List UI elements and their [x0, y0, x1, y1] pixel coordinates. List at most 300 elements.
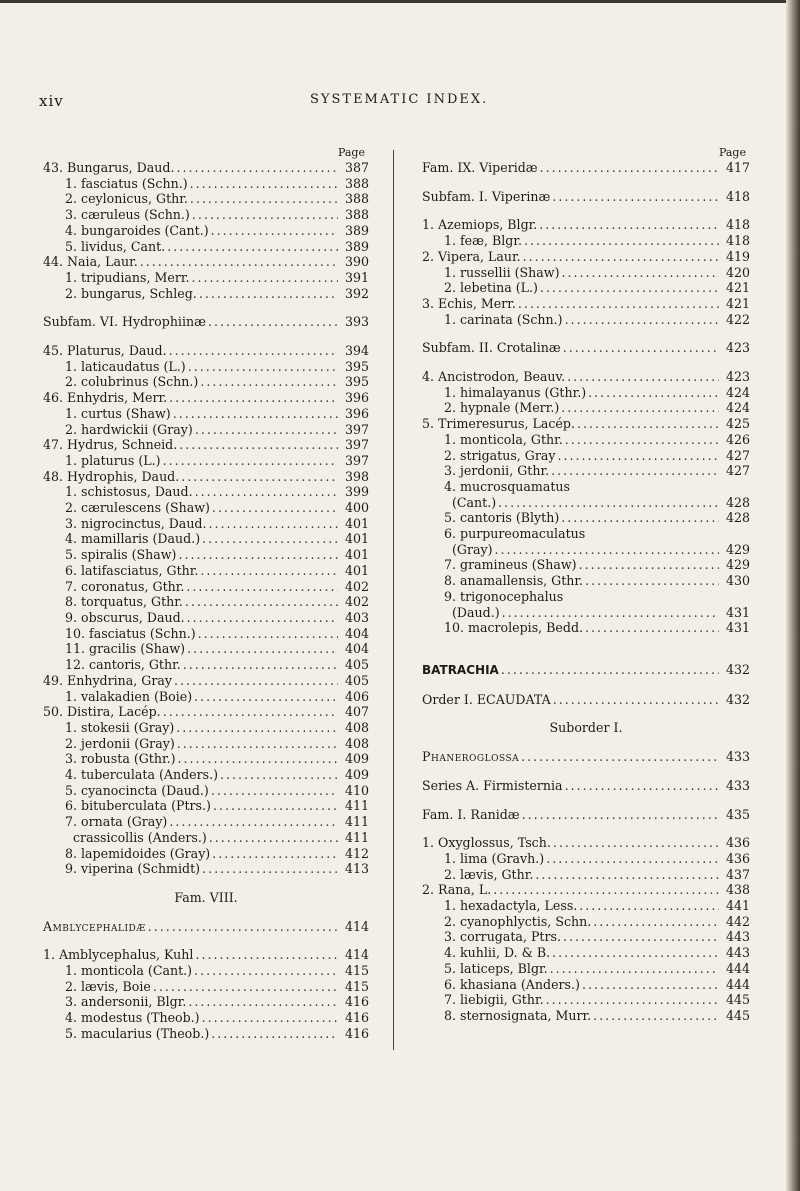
entry-page-number: 409 [344, 767, 369, 783]
dot-leader [562, 265, 720, 281]
index-entry [43, 343, 369, 359]
entry-page-number: 395 [344, 374, 369, 390]
index-entry [422, 851, 750, 867]
dot-leader [200, 374, 338, 390]
entry-name: 1. laticaudatus (L.) [65, 358, 186, 374]
entry-page-number: 423 [725, 340, 750, 356]
entry-name: 2. Vipera, Laur. [422, 248, 521, 264]
index-entry [43, 783, 369, 799]
entry-page-number: 423 [725, 369, 750, 385]
entry-name: Fam. I. Ranidæ [422, 806, 520, 822]
entry-name: 5. lividus, Cant. [65, 238, 166, 254]
dot-leader [209, 516, 339, 532]
entry-page-number: 436 [725, 850, 750, 866]
entry-page-number: 412 [344, 845, 369, 861]
index-entry [43, 160, 369, 176]
running-header: SYSTEMATIC INDEX. [310, 92, 489, 107]
dot-leader [577, 416, 719, 432]
dot-leader [198, 626, 338, 642]
index-column-left [43, 146, 369, 1042]
entry-page-number: 394 [344, 343, 369, 359]
index-entry [422, 479, 750, 495]
entry-name: 50. Distira, Lacép. [43, 704, 161, 720]
index-entry [43, 359, 369, 375]
entry-page-number: 416 [344, 1010, 369, 1026]
index-entry [43, 484, 369, 500]
entry-page-number: 441 [725, 898, 750, 914]
dot-leader [540, 280, 719, 296]
entry-page-number: 398 [344, 468, 369, 484]
entry-page-number: 404 [344, 641, 369, 657]
entry-name: 1. Azemiops, Blgr. [422, 217, 538, 233]
dot-leader [183, 657, 338, 673]
entry-name: 5. Trimeresurus, Lacép. [422, 416, 575, 432]
entry-name: 1. monticola, Gthr. [444, 431, 563, 447]
entry-name: 5. cyanocincta (Daud.) [65, 782, 209, 798]
entry-name: 3. cæruleus (Schn.) [65, 207, 190, 223]
dot-leader [524, 233, 719, 249]
entry-page-number: 421 [725, 295, 750, 311]
index-entry [422, 977, 750, 993]
entry-name: 6. bituberculata (Ptrs.) [65, 798, 211, 814]
index-entry [43, 547, 369, 563]
dot-leader [539, 217, 719, 233]
dot-leader [179, 437, 338, 453]
index-entry [422, 495, 750, 511]
index-entry [43, 579, 369, 595]
index-entry [43, 846, 369, 862]
section-heading [43, 890, 369, 906]
dot-leader [563, 929, 719, 945]
dot-leader [194, 963, 338, 979]
entry-page-number: 426 [725, 431, 750, 447]
entry-name: Subfam. VI. Hydrophiinæ [43, 314, 206, 330]
index-column-right [422, 146, 750, 1024]
index-entry [43, 176, 369, 192]
entry-page-number: 387 [344, 160, 369, 175]
dot-leader [167, 239, 338, 255]
spacer [43, 906, 369, 919]
entry-name: 7. coronatus, Gthr. [65, 578, 185, 594]
index-entry [422, 835, 750, 851]
entry-name: Order I. ECAUDATA [422, 691, 551, 707]
dot-leader [593, 1008, 719, 1024]
entry-page-number: 428 [725, 510, 750, 526]
dot-leader [582, 977, 719, 993]
spacer [422, 794, 750, 807]
index-entry [422, 692, 750, 708]
index-entry [43, 239, 369, 255]
entry-page-number: 432 [725, 691, 750, 707]
index-entry [422, 749, 750, 765]
entry-page-number: 405 [344, 672, 369, 688]
page-folio: xiv [39, 92, 64, 110]
entry-page-number: 435 [725, 806, 750, 822]
entry-page-number: 411 [344, 829, 369, 845]
entry-page-number: 445 [725, 1007, 750, 1023]
entry-name: 10. macrolepis, Bedd. [444, 620, 584, 636]
dot-leader [148, 919, 338, 935]
entry-name: 6. latifasciatus, Gthr. [65, 562, 199, 578]
entry-name: 3. andersonii, Blgr. [65, 994, 187, 1010]
index-entry [43, 626, 369, 642]
entry-name: 2. strigatus, Gray [444, 447, 556, 463]
entry-name: 4. modestus (Theob.) [65, 1010, 200, 1026]
entry-page-number: 396 [344, 405, 369, 421]
entry-name: 1. hexadactyla, Less. [444, 898, 578, 914]
entry-name: 2. lævis, Boie [65, 978, 151, 994]
entry-page-number: 415 [344, 963, 369, 979]
entry-name: 2. cyanophlyctis, Schn. [444, 913, 592, 929]
dot-leader [535, 867, 719, 883]
entry-page-number: 433 [725, 749, 750, 765]
entry-page-number: 415 [344, 978, 369, 994]
index-entry [422, 249, 750, 265]
entry-name: 2. hardwickii (Gray) [65, 421, 193, 437]
spacer [43, 301, 369, 314]
section-heading [422, 720, 750, 736]
dot-leader [585, 620, 719, 636]
dot-leader [208, 314, 338, 330]
entry-page-number: 391 [344, 269, 369, 285]
entry-page-number: 429 [725, 541, 750, 557]
entry-name: 10. fasciatus (Schn.) [65, 625, 196, 641]
entry-page-number: 431 [725, 604, 750, 620]
index-entry [422, 557, 750, 573]
index-entry [422, 882, 750, 898]
entry-page-number: 445 [725, 992, 750, 1008]
page-edge-shadow [786, 0, 800, 1191]
dot-leader [212, 846, 338, 862]
entry-name: 49. Enhydrina, Gray [43, 672, 172, 688]
dot-leader [200, 563, 338, 579]
entry-name: 2. cærulescens (Shaw) [65, 500, 210, 516]
entry-name: 1. curtus (Shaw) [65, 405, 171, 421]
entry-page-number: 410 [344, 782, 369, 798]
index-entry [43, 191, 369, 207]
entry-name: 12. cantoris, Gthr. [65, 657, 181, 673]
entry-name: 4. Ancistrodon, Beauv. [422, 369, 566, 385]
dot-leader [202, 1010, 338, 1026]
entry-page-number: 402 [344, 578, 369, 594]
index-entry [422, 526, 750, 542]
index-entry [422, 448, 750, 464]
top-rule [0, 0, 800, 3]
entry-name: 9. trigonocephalus [444, 588, 564, 604]
index-entry [43, 437, 369, 453]
entry-page-number: 411 [344, 798, 369, 814]
index-entry [422, 280, 750, 296]
entry-name: 46. Enhydris, Merr. [43, 390, 168, 406]
entry-page-number: 407 [344, 704, 369, 720]
dot-leader [202, 531, 338, 547]
dot-leader [561, 510, 719, 526]
entry-name: 4. kuhlii, D. & B. [444, 945, 551, 961]
entry-page-number: 424 [725, 400, 750, 416]
entry-page-number: 428 [725, 494, 750, 510]
dot-leader [523, 249, 719, 265]
index-entry [43, 422, 369, 438]
index-entry [422, 160, 750, 176]
index-entry [43, 919, 369, 935]
index-entry [43, 641, 369, 657]
index-entry [43, 207, 369, 223]
entry-page-number: 419 [725, 248, 750, 264]
index-entry [422, 233, 750, 249]
entry-page-number: 397 [344, 452, 369, 468]
entry-name: 4. mamillaris (Daud.) [65, 531, 201, 547]
entry-name: 3. corrugata, Ptrs. [444, 929, 561, 945]
dot-leader [546, 851, 719, 867]
entry-name: 2. ceylonicus, Gthr. [65, 191, 188, 207]
dot-leader [181, 469, 338, 485]
spacer [422, 679, 750, 692]
index-entry [422, 542, 750, 558]
entry-name: 1. lima (Gravh.) [444, 850, 545, 866]
index-entry [422, 265, 750, 281]
index-entry [422, 400, 750, 416]
page-column-label: Page [337, 146, 365, 159]
entry-page-number: 442 [725, 913, 750, 929]
dot-leader [178, 547, 338, 563]
entry-name: 1. monticola (Cant.) [65, 963, 193, 979]
entry-page-number: 443 [725, 929, 750, 945]
dot-leader [502, 605, 719, 621]
entry-page-number: 433 [725, 777, 750, 793]
index-entry [43, 254, 369, 270]
entry-page-number: 409 [344, 751, 369, 767]
entry-page-number: 393 [344, 314, 369, 330]
dot-leader [498, 495, 719, 511]
index-entry [43, 947, 369, 963]
entry-page-number: 413 [344, 861, 369, 877]
entry-name: 2. lævis, Gthr. [444, 866, 534, 882]
entry-page-number: 430 [725, 573, 750, 589]
index-entry [43, 563, 369, 579]
entry-page-number: 416 [344, 1025, 369, 1041]
entry-page-number: 405 [344, 657, 369, 673]
dot-leader [190, 191, 338, 207]
entry-name: 2. jerdonii (Gray) [65, 735, 175, 751]
entry-name: Subfam. I. Viperinæ [422, 188, 551, 204]
entry-page-number: 390 [344, 254, 369, 270]
index-entry [43, 689, 369, 705]
dot-leader [178, 751, 338, 767]
entry-name: 1. carinata (Schn.) [444, 311, 563, 327]
entry-page-number: 411 [344, 814, 369, 830]
index-entry [422, 778, 750, 794]
index-entry [43, 594, 369, 610]
entry-page-number: 422 [725, 311, 750, 327]
column-divider [393, 150, 394, 1050]
entry-name: 9. viperina (Schmidt) [65, 861, 201, 877]
index-entry [422, 189, 750, 205]
index-entry [43, 720, 369, 736]
index-entry [422, 620, 750, 636]
dot-leader [177, 736, 338, 752]
entry-page-number: 389 [344, 222, 369, 238]
index-entry [422, 510, 750, 526]
entry-page-number: 401 [344, 515, 369, 531]
dot-leader [212, 500, 338, 516]
entry-name: 2. Rana, L. [422, 882, 492, 898]
index-entry [43, 736, 369, 752]
entry-page-number: 406 [344, 688, 369, 704]
entry-list-right [422, 160, 750, 1024]
dot-leader [176, 720, 338, 736]
dot-leader [194, 689, 338, 705]
index-entry [422, 807, 750, 823]
entry-name: (Daud.) [452, 604, 500, 620]
entry-name: Series A. Firmisternia [422, 777, 563, 793]
entry-page-number: 388 [344, 175, 369, 191]
dot-leader [593, 914, 719, 930]
dot-leader [522, 807, 719, 823]
dot-leader [169, 814, 338, 830]
entry-page-number: 408 [344, 719, 369, 735]
index-entry [43, 531, 369, 547]
entry-page-number: 389 [344, 238, 369, 254]
dot-leader [552, 945, 719, 961]
entry-name: Subfam. II. Crotalinæ [422, 340, 561, 356]
index-entry [422, 589, 750, 605]
entry-name: 1. valakadien (Boie) [65, 688, 193, 704]
dot-leader [558, 448, 719, 464]
entry-name: 8. lapemidoides (Gray) [65, 845, 211, 861]
dot-leader [187, 641, 338, 657]
entry-name: 8. anamallensis, Gthr. [444, 573, 584, 589]
dot-leader [550, 961, 719, 977]
index-entry [422, 662, 750, 679]
dot-leader [565, 778, 719, 794]
spacer [422, 765, 750, 778]
entry-page-number: 438 [725, 882, 750, 898]
index-entry [43, 994, 369, 1010]
index-entry [43, 798, 369, 814]
entry-name: 3. robusta (Gthr.) [65, 751, 176, 767]
heading-text: Fam. VIII. [174, 889, 238, 905]
index-entry [422, 217, 750, 233]
index-entry [43, 963, 369, 979]
entry-page-number: 414 [344, 918, 369, 934]
entry-name: 1. himalayanus (Gthr.) [444, 384, 587, 400]
entry-page-number: 444 [725, 960, 750, 976]
entry-name: 6. purpureomaculatus [444, 526, 586, 542]
entry-name: Fam. IX. Viperidæ [422, 160, 538, 175]
entry-name: 6. khasiana (Anders.) [444, 976, 580, 992]
entry-page-number: 444 [725, 976, 750, 992]
dot-leader [174, 673, 338, 689]
entry-page-number: 400 [344, 500, 369, 516]
page-column-label: Page [718, 146, 746, 159]
index-entry [43, 390, 369, 406]
entry-name: 2. bungarus, Schleg. [65, 285, 197, 301]
entry-page-number: 418 [725, 217, 750, 233]
spacer [43, 934, 369, 947]
spacer [422, 707, 750, 720]
entry-page-number: 437 [725, 866, 750, 882]
index-entry [43, 406, 369, 422]
entry-page-number: 436 [725, 835, 750, 851]
index-entry [43, 657, 369, 673]
index-entry [422, 573, 750, 589]
spacer [422, 176, 750, 189]
index-entry [422, 605, 750, 621]
dot-leader [195, 484, 338, 500]
dot-leader [140, 254, 338, 270]
spacer [422, 356, 750, 369]
entry-name: 3. nigrocinctus, Daud. [65, 515, 207, 531]
entry-page-number: 418 [725, 233, 750, 249]
index-entry [43, 516, 369, 532]
index-entry [43, 704, 369, 720]
entry-page-number: 388 [344, 207, 369, 223]
entry-page-number: 395 [344, 358, 369, 374]
spacer [422, 327, 750, 340]
entry-page-number: 427 [725, 463, 750, 479]
entry-list-left [43, 160, 369, 1042]
dot-leader [192, 270, 339, 286]
index-entry [43, 1026, 369, 1042]
index-entry [422, 296, 750, 312]
dot-leader [169, 390, 338, 406]
index-entry [422, 369, 750, 385]
index-entry [43, 610, 369, 626]
entry-page-number: 401 [344, 547, 369, 563]
dot-leader [195, 422, 338, 438]
entry-name: crassicollis (Anders.) [73, 829, 207, 845]
spacer [422, 636, 750, 649]
spacer [422, 204, 750, 217]
entry-name: 7. liebigii, Gthr. [444, 992, 544, 1008]
dot-leader [163, 704, 338, 720]
index-entry [422, 385, 750, 401]
entry-page-number: 416 [344, 994, 369, 1010]
entry-name: 1. tripudians, Merr. [65, 269, 190, 285]
dot-leader [501, 662, 719, 678]
dot-leader [220, 767, 338, 783]
entry-name: 2. hypnale (Merr.) [444, 400, 560, 416]
entry-page-number: 399 [344, 484, 369, 500]
dot-leader [211, 223, 338, 239]
dot-leader [199, 286, 338, 302]
dot-leader [493, 882, 719, 898]
entry-page-number: 443 [725, 945, 750, 961]
entry-page-number: 402 [344, 594, 369, 610]
dot-leader [187, 610, 338, 626]
dot-leader [211, 783, 338, 799]
index-entry [43, 223, 369, 239]
index-entry [422, 867, 750, 883]
index-entry [43, 751, 369, 767]
entry-page-number: 429 [725, 557, 750, 573]
index-entry [422, 961, 750, 977]
entry-page-number: 388 [344, 191, 369, 207]
dot-leader [195, 947, 338, 963]
entry-name: 8. sternosignata, Murr. [444, 1007, 592, 1023]
dot-leader [552, 189, 719, 205]
index-entry [422, 312, 750, 328]
entry-name: 5. laticeps, Blgr. [444, 960, 548, 976]
dot-leader [202, 861, 338, 877]
entry-name: (Gray) [452, 541, 493, 557]
dot-leader [521, 749, 719, 765]
entry-name: 5. macularius (Theob.) [65, 1025, 210, 1041]
dot-leader [169, 343, 338, 359]
entry-name: 1. stokesii (Gray) [65, 719, 175, 735]
dot-leader [546, 992, 719, 1008]
entry-name: 2. lebetina (L.) [444, 280, 538, 296]
